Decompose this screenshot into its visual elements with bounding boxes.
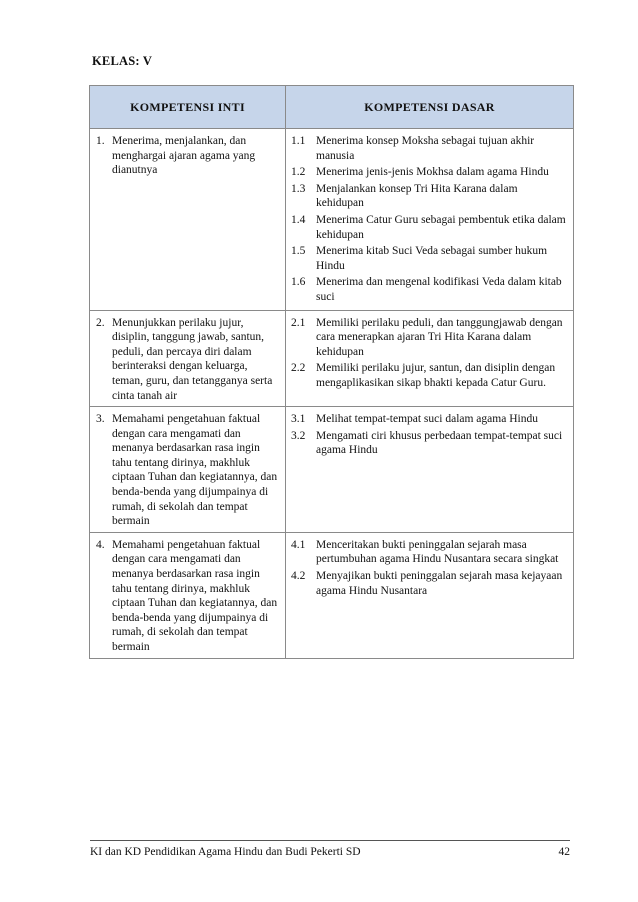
ki-number: 4.	[96, 538, 105, 551]
kd-text: Memiliki perilaku jujur, santun, dan disiplin dengan mengaplikasikan sikap bhakti kepada Catur Guru.	[316, 362, 556, 389]
kd-text: Menerima dan mengenal kodifikasi Veda dalam kitab suci	[316, 276, 562, 303]
kd-number: 4.2	[291, 570, 306, 583]
kompetensi-dasar-item	[291, 412, 567, 427]
kompetensi-dasar-item	[291, 538, 567, 567]
page-number: 42	[558, 846, 570, 858]
kd-number: 2.1	[291, 316, 306, 329]
kd-number: 3.1	[291, 413, 306, 426]
kd-number: 4.1	[291, 538, 306, 551]
kompetensi-dasar-item	[291, 316, 567, 360]
kompetensi-dasar-item	[291, 569, 567, 598]
kd-text: Menerima Catur Guru sebagai pembentuk etika dalam kehidupan	[316, 213, 566, 241]
table-row	[90, 129, 574, 311]
kompetensi-inti-cell	[90, 129, 286, 311]
kd-text: Menerima kitab Suci Veda sebagai sumber hukum Hindu	[316, 245, 548, 272]
kd-text: Melihat tempat-tempat suci dalam agama Hindu	[316, 413, 538, 426]
kd-number: 3.2	[291, 429, 306, 442]
kompetensi-inti-cell	[90, 310, 286, 407]
kd-number: 1.6	[291, 276, 306, 289]
ki-text: Memahami pengetahuan faktual dengan cara mengamati dan menanya berdasarkan rasa ingin tahu tentang dirinya, makhluk ciptaan Tuhan dan kegiatannya, dan benda-benda yang dijumpainya di rumah, di sekolah dan tempat bermain	[112, 538, 278, 653]
kompetensi-dasar-item	[291, 134, 567, 163]
kd-text: Menceritakan bukti peninggalan sejarah masa pertumbuhan agama Hindu Nusantara secara singkat	[316, 538, 559, 566]
table-row	[90, 532, 574, 658]
footer-divider	[90, 840, 570, 841]
class-heading: KELAS: V	[92, 54, 153, 68]
kompetensi-dasar-item	[291, 429, 567, 458]
kd-number: 2.2	[291, 362, 306, 375]
kd-number: 1.3	[291, 182, 306, 195]
table-row	[90, 407, 574, 533]
ki-number: 2.	[96, 316, 105, 329]
footer-title: KI dan KD Pendidikan Agama Hindu dan Budi Pekerti SD	[90, 846, 361, 858]
kompetensi-inti-item	[96, 316, 279, 404]
kd-number: 1.4	[291, 213, 306, 226]
ki-text: Menerima, menjalankan, dan menghargai ajaran agama yang dianutnya	[112, 135, 256, 177]
kd-text: Mengamati ciri khusus perbedaan tempat-tempat suci agama Hindu	[316, 429, 563, 457]
ki-text: Menunjukkan perilaku jujur, disiplin, tanggung jawab, santun, peduli, dan percaya diri dalam berinteraksi dengan keluarga, teman, guru, dan tetangganya serta cinta tanah air	[112, 316, 273, 402]
competency-table	[89, 85, 574, 659]
table-header-row	[90, 86, 574, 129]
ki-number: 1.	[96, 135, 105, 147]
kd-number: 1.2	[291, 166, 306, 179]
kd-text: Memiliki perilaku peduli, dan tanggungjawab dengan cara menerapkan ajaran Tri Hita Karana dalam kehidupan	[316, 316, 563, 358]
kd-text: Menyajikan bukti peninggalan sejarah masa kejayaan agama Hindu Nusantara	[316, 570, 563, 597]
kd-text: Menjalankan konsep Tri Hita Karana dalam kehidupan	[316, 182, 518, 210]
ki-text: Memahami pengetahuan faktual dengan cara mengamati dan menanya berdasarkan rasa ingin tahu tentang dirinya, makhluk ciptaan Tuhan dan kegiatannya, dan benda-benda yang dijumpainya di rumah, di sekolah dan tempat bermain	[112, 413, 278, 528]
kompetensi-inti-cell	[90, 532, 286, 658]
kompetensi-inti-item	[96, 134, 279, 178]
header-kompetensi-inti: KOMPETENSI INTI	[90, 86, 286, 129]
table-row	[90, 310, 574, 407]
kompetensi-dasar-cell	[286, 532, 574, 658]
kd-text: Menerima konsep Moksha sebagai tujuan akhir manusia	[316, 135, 535, 162]
kompetensi-inti-item	[96, 538, 279, 655]
kompetensi-dasar-item	[291, 182, 567, 211]
kompetensi-dasar-cell	[286, 407, 574, 533]
kompetensi-dasar-item	[291, 213, 567, 242]
kd-number: 1.5	[291, 245, 306, 258]
kompetensi-dasar-item	[291, 361, 567, 390]
kompetensi-dasar-item	[291, 165, 567, 180]
header-kompetensi-dasar: KOMPETENSI DASAR	[286, 86, 574, 129]
kompetensi-inti-item	[96, 412, 279, 529]
kompetensi-dasar-item	[291, 275, 567, 304]
kompetensi-inti-cell	[90, 407, 286, 533]
kompetensi-dasar-item	[291, 244, 567, 273]
kd-number: 1.1	[291, 135, 306, 147]
kd-text: Menerima jenis-jenis Mokhsa dalam agama Hindu	[316, 166, 549, 179]
ki-number: 3.	[96, 413, 105, 426]
kompetensi-dasar-cell	[286, 129, 574, 311]
kompetensi-dasar-cell	[286, 310, 574, 407]
